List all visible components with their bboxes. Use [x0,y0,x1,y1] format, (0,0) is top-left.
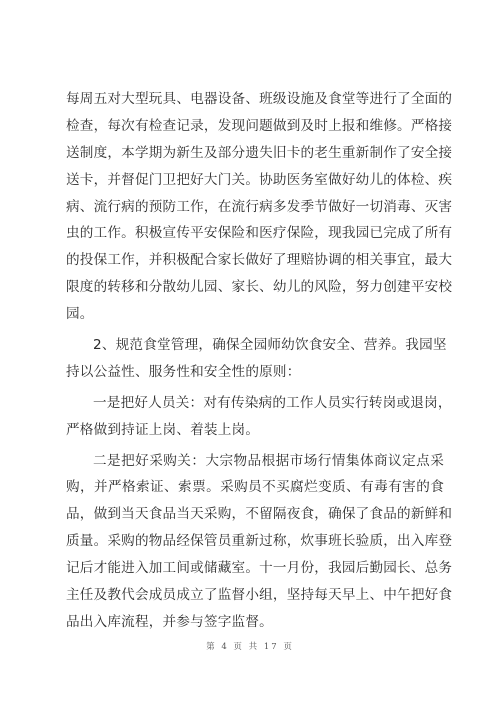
text-line: 二是把好采购关：大宗物品根据市场行情集体商议定点采 [93,452,444,469]
text-line: 每周五对大型玩具、电器设备、班级设施及食堂等进行了全面的 [66,91,453,107]
text-line: 的投保工作，并积极配合家长做好了理赔协调的相关事宜，最大 [66,252,453,269]
text-line: 园。 [66,306,94,323]
text-line: 记后才能进入加工间或储藏室。十一月份，我园后勤园长、总务 [66,560,453,577]
text-line: 持以公益性、服务性和安全性的原则： [66,363,301,380]
text-line: 检查，每次有检查记录，发现问题做到及时上报和维修。严格接 [66,117,453,134]
paragraph-canteen-management [66,332,447,386]
paragraph-safety-inspection [66,86,453,328]
page-number-footer: 第 4 页 共 17 页 [206,642,294,652]
text-line: 限度的转移和分散幼儿园、家长、幼儿的风险，努力创建平安校 [66,279,453,296]
text-line: 质量。采购的物品经保管员重新过称，炊事班长验质，出入库登 [66,533,453,550]
text-line: 严格做到持证上岗、着装上岗。 [66,421,260,438]
text-line: 送制度，本学期为新生及部分遗失旧卡的老生重新制作了安全接 [66,144,453,161]
text-line: 品，做到当天食品当天采购，不留隔夜食，确保了食品的新鲜和 [66,506,453,523]
text-line: 购，并严格索证、索票。采购员不买腐烂变质、有毒有害的食 [66,479,444,496]
paragraph-staff-control [66,390,452,444]
text-line: 送卡，并督促门卫把好大门关。协助医务室做好幼儿的体检、疾 [66,171,453,188]
text-line: 2、规范食堂管理，确保全园师幼饮食安全、营养。我园坚 [93,337,447,354]
text-line: 一是把好人员关：对有传染病的工作人员实行转岗或退岗， [93,394,452,411]
paragraph-purchasing-control [66,448,453,636]
text-line: 虫的工作。积极宣传平安保险和医疗保险，现我园已完成了所有 [66,225,453,242]
text-line: 病、流行病的预防工作，在流行病多发季节做好一切消毒、灭害 [66,198,453,215]
text-line: 主任及教代会成员成立了监督小组，坚持每天早上、中午把好食 [66,587,453,604]
text-line: 品出入库流程，并参与签字监督。 [66,613,273,630]
document-body [66,86,453,636]
